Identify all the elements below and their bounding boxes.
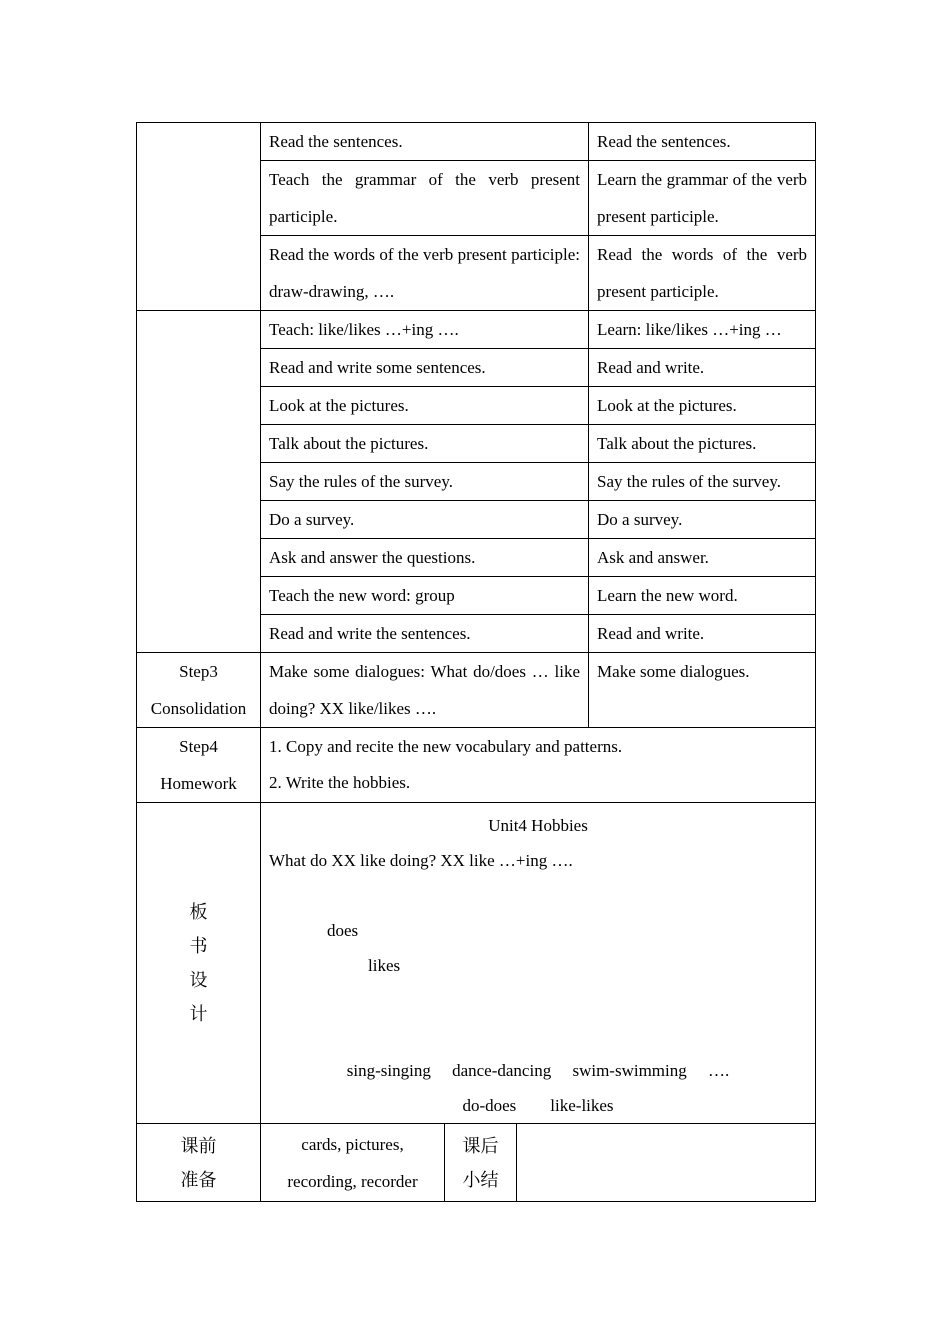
lesson-plan-table (136, 122, 816, 1202)
student-activity-cell: Do a survey. (589, 501, 816, 539)
preparation-row (137, 1124, 816, 1202)
teacher-activity-cell: Ask and answer the questions. (261, 539, 589, 577)
board-design-cell (261, 803, 816, 1124)
board-word-likes: likes (368, 956, 401, 975)
board-blank-line (269, 1018, 807, 1053)
teacher-activity-cell: Teach the grammar of the verb present participle. (261, 161, 589, 236)
activity-row (137, 123, 816, 161)
student-activity-cell: Read and write. (589, 615, 816, 653)
prep-label-line2: 准备 (180, 1169, 217, 1190)
teacher-activity-cell: Read the words of the verb present participle: draw-drawing, …. (261, 236, 589, 311)
teacher-activity-cell: Say the rules of the survey. (261, 463, 589, 501)
teacher-activity-cell: Read and write some sentences. (261, 349, 589, 387)
summary-content-cell-empty (517, 1124, 816, 1202)
homework-item-2: 2. Write the hobbies. (269, 773, 411, 792)
step3-row (137, 653, 816, 728)
homework-content-cell (261, 728, 816, 803)
step4-label-line1: Step4 (179, 737, 218, 756)
board-label-char-1: 板 (189, 902, 208, 922)
summary-label-line2: 小结 (462, 1169, 499, 1190)
student-activity-cell: Say the rules of the survey. (589, 463, 816, 501)
student-activity-cell: Look at the pictures. (589, 387, 816, 425)
summary-label-cell (445, 1124, 517, 1202)
prep-label-cell (137, 1124, 261, 1202)
teacher-activity-cell: Do a survey. (261, 501, 589, 539)
step4-label-cell (137, 728, 261, 803)
student-activity-cell: Read the sentences. (589, 123, 816, 161)
board-label-char-4: 计 (189, 1004, 208, 1024)
step4-row (137, 728, 816, 803)
teacher-activity-cell: Make some dialogues: What do/does … like doing? XX like/likes …. (261, 653, 589, 728)
step3-label-line1: Step3 (179, 662, 218, 681)
prep-label-line1: 课前 (180, 1135, 217, 1156)
student-activity-cell: Read and write. (589, 349, 816, 387)
board-design-row (137, 803, 816, 1124)
board-label-char-2: 书 (189, 936, 208, 956)
student-activity-cell: Read the words of the verb present participle. (589, 236, 816, 311)
board-design-label-cell (137, 803, 261, 1124)
teacher-activity-cell: Look at the pictures. (261, 387, 589, 425)
board-pattern-line: What do XX like doing? XX like …+ing …. (269, 851, 573, 870)
homework-item-1: 1. Copy and recite the new vocabulary and patterns. (269, 737, 623, 756)
step3-label-line2: Consolidation (150, 699, 247, 718)
student-activity-cell: Learn the grammar of the verb present participle. (589, 161, 816, 236)
step4-label-line2: Homework (160, 774, 237, 793)
teacher-activity-cell: Read and write the sentences. (261, 615, 589, 653)
student-activity-cell: Make some dialogues. (589, 653, 816, 728)
materials-cell (261, 1124, 445, 1202)
summary-label-line1: 课后 (462, 1135, 499, 1156)
teacher-activity-cell: Teach the new word: group (261, 577, 589, 615)
board-pair-line: do-does like-likes (462, 1096, 614, 1115)
student-activity-cell: Learn: like/likes …+ing … (589, 311, 816, 349)
step-label-cell-empty-1 (137, 123, 261, 311)
board-word-does: does (327, 921, 359, 940)
board-title: Unit4 Hobbies (488, 816, 588, 835)
teacher-activity-cell: Read the sentences. (261, 123, 589, 161)
activity-row (137, 311, 816, 349)
board-drill-line: sing-singing dance-dancing swim-swimming …. (346, 1061, 730, 1080)
step3-label-cell (137, 653, 261, 728)
materials-line2: recording, recorder (287, 1171, 418, 1191)
step-label-cell-empty-2 (137, 311, 261, 653)
teacher-activity-cell: Talk about the pictures. (261, 425, 589, 463)
board-label-char-3: 设 (189, 970, 208, 990)
student-activity-cell: Talk about the pictures. (589, 425, 816, 463)
board-does-likes-line (269, 878, 807, 1018)
materials-line1: cards, pictures, (301, 1134, 404, 1154)
student-activity-cell: Learn the new word. (589, 577, 816, 615)
student-activity-cell: Ask and answer. (589, 539, 816, 577)
teacher-activity-cell: Teach: like/likes …+ing …. (261, 311, 589, 349)
